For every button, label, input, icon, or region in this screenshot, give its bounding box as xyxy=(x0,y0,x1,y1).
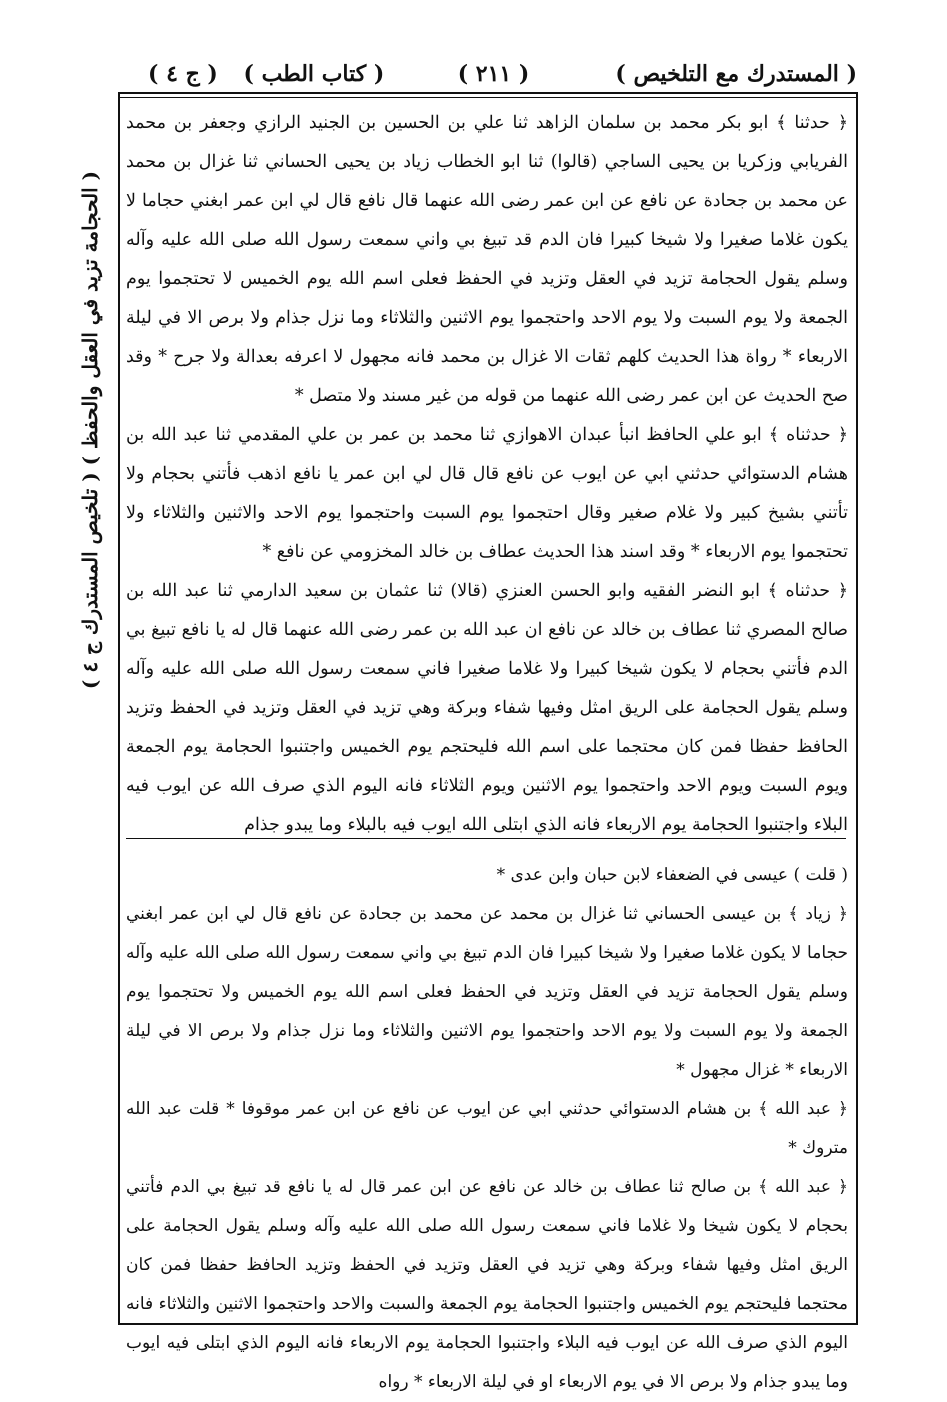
header-book-title: ( المستدرك مع التلخيص ) xyxy=(615,61,857,87)
header-section xyxy=(130,61,384,87)
section-divider xyxy=(126,838,846,839)
paragraph: ﴿ عبد الله ﴾ بن صالح ثنا عطاف بن خالد عن نافع عن ابن عمر قال له يا نافع قد تبيغ بي الدم فأتني بحجام لا يكون شيخا ولا غلاما فاني سمعت رسول الله صلى الله عليه وآله وسلم يقول الحجامة على الريق امثل وفيها شفاء وبركة وهي تزيد في العقل وتزيد في الحفظ وتزيد الحافظ حفظا فمن كان محتجما فليحتجم يوم الخميس واجتنبوا الحجامة يوم الجمعة والسبت والاحد واحتجموا الاثنين والثلاثاء فانه اليوم الذي صرف الله عن ايوب فيه البلاء واجتنبوا الحجامة يوم الاربعاء فانه اليوم الذي ابتلى فيه ايوب وما يبدو جذام ولا برص الا في يوم الاربعاء او في ليلة الاربعاء * رواه xyxy=(126,1177,849,1392)
header-volume: ( ج ٤ ) xyxy=(148,61,218,87)
header-chapter: ( كتاب الطب ) xyxy=(243,61,385,87)
top-rule xyxy=(118,97,858,98)
paragraph: ﴿ عبد الله ﴾ بن هشام الدستوائي حدثني ابي عن ايوب عن نافع عن ابن عمر موقوفا * قلت عبد الله متروك * xyxy=(126,1099,848,1158)
paragraph: ( قلت ) عيسى في الضعفاء لابن حبان وابن عدى * xyxy=(496,865,848,885)
page-header xyxy=(130,55,857,95)
margin-note xyxy=(60,150,120,710)
paragraph: ﴿ زياد ﴾ بن عيسى الحساني ثنا غزال بن محمد عن محمد بن جحادة عن نافع قال لي ابن عمر ابغني حجاما لا يكون غلاما صغيرا ولا شيخا كبيرا فان الدم تبيغ بي واني سمعت رسول الله صلى الله عليه وآله وسلم يقول الحجامة تزيد في العقل وتزيد في الحفظ فعلى اسم الله يوم الخميس ولا تحتجموا يوم الجمعة ولا يوم السبت ولا يوم الاحد واحتجموا يوم الاثنين والثلاثاء وما نزل جذام ولا برص الا في ليلة الاربعاء * غزال مجهول * xyxy=(126,904,848,1080)
margin-note-text: ( الحجامة تزيد في العقل والحفظ ) ( تلخيص المستدرك ج ٤ ) xyxy=(78,170,102,690)
main-text xyxy=(126,104,848,845)
paragraph: ﴿ حدثناه ﴾ ابو علي الحافظ انبأ عبدان الاهوازي ثنا محمد بن عمر بن علي المقدمي ثنا عبد الله بن هشام الدستوائي حدثني ابي عن ايوب عن نافع قال قال لي ابن عمر يا نافع اذهب فأتني بحجام ولا تأتني بشيخ كبير ولا غلام صغير وقال احتجموا يوم السبت واحتجموا يوم الاحد والاثنين والثلاثاء ولا تحتجموا يوم الاربعاء * وقد اسند هذا الحديث عطاف بن خالد المخزومي عن نافع * xyxy=(126,425,848,562)
paragraph: ﴿ حدثناه ﴾ ابو النضر الفقيه وابو الحسن العنزي (قالا) ثنا عثمان بن سعيد الدارمي ثنا عبد الله بن صالح المصري ثنا عطاف بن خالد عن نافع ان عبد الله بن عمر رضى الله عنهما قال له يا نافع تبيغ بي الدم فأتني بحجام لا يكون شيخا كبيرا ولا غلاما صغيرا فاني سمعت رسول الله صلى الله عليه وآله وسلم يقول الحجامة على الريق امثل وفيها شفاء وبركة وهي تزيد في العقل وتزيد في الحفظ وتزيد الحافظ حفظا فمن كان محتجما على اسم الله فليحتجم يوم الخميس واجتنبوا الحجامة يوم الجمعة ويوم السبت ويوم الاحد واحتجموا يوم الاثنين ويوم الثلاثاء فانه اليوم الذي صرف الله عن ايوب فيه البلاء واجتنبوا الحجامة يوم الاربعاء فانه الذي ابتلى الله ايوب فيه بالبلاء وما يبدو جذام xyxy=(126,581,848,835)
paragraph: ﴿ حدثنا ﴾ ابو بكر محمد بن سلمان الزاهد ثنا علي بن الحسين بن الجنيد الرازي وجعفر بن محمد الفريابي وزكريا بن يحيى الساجي (قالوا) ثنا ابو الخطاب زياد بن يحيى الحساني ثنا غزال بن محمد عن محمد بن جحادة عن نافع عن ابن عمر رضى الله عنهما قال نافع قال لي ابن عمر ابغني حجاما لا يكون غلاما صغيرا ولا شيخا كبيرا فان الدم قد تبيغ بي واني سمعت رسول الله صلى الله عليه وآله وسلم يقول الحجامة تزيد في العقل وتزيد في الحفظ فعلى اسم الله يوم الخميس لا تحتجموا يوم الجمعة ولا يوم السبت ولا يوم الاحد واحتجموا يوم الاثنين والثلاثاء وما نزل جذام ولا برص الا في ليلة الاربعاء * رواة هذا الحديث كلهم ثقات الا غزال بن محمد فانه مجهول لا اعرفه بعدالة ولا جرح * وقد صح الحديث عن ابن عمر رضى الله عنهما من قوله من غير مسند ولا متصل * xyxy=(126,113,848,406)
header-page-number: ( ٢١١ ) xyxy=(457,61,530,87)
summary-text xyxy=(126,856,848,1402)
